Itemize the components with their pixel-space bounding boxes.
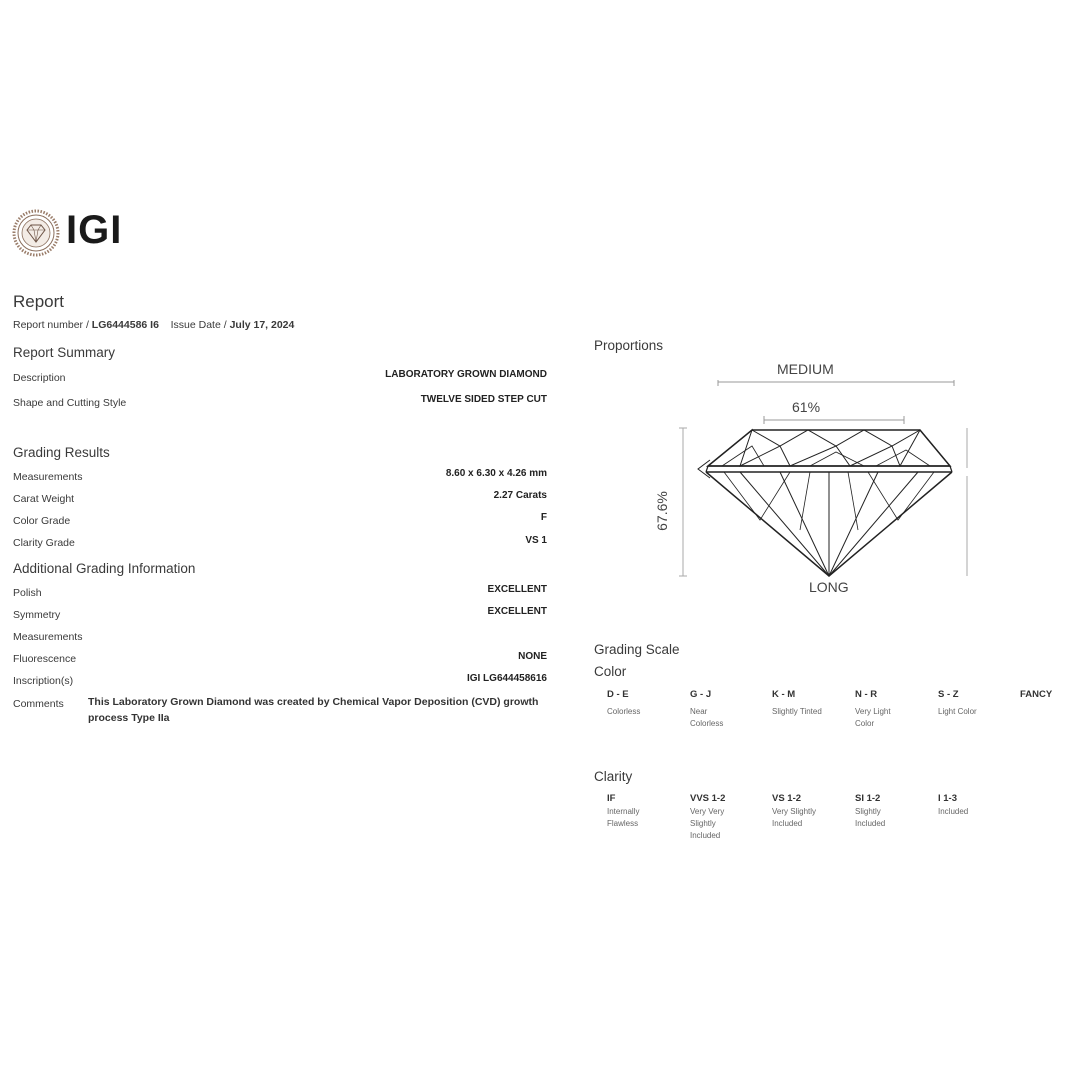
depth-label: 67.6% [653,491,670,531]
comments-label: Comments [13,698,64,710]
clarity-grade-if: IF [607,793,616,804]
report-meta [13,319,294,331]
color-grade-sz: S - Z [938,689,959,700]
clarity-grade-vvs: VVS 1-2 [690,793,726,804]
color-grade-fancy: FANCY [1020,689,1053,700]
color-desc-km: Slightly Tinted [772,707,822,716]
color-grade-km: K - M [772,689,796,700]
measurements-label: Measurements [13,471,83,483]
comments-value: This Laboratory Grown Diamond was created by Chemical Vapor Deposition (CVD) growth process Type IIa [88,696,539,724]
table-label: 61% [792,399,821,415]
clarity-desc-i: Included [938,807,969,816]
inscription-label: Inscription(s) [13,675,74,687]
polish-value: EXCELLENT [487,584,547,595]
culet-label: LONG [809,579,849,595]
clarity-desc-vvs: Very Very Slightly Included [690,807,725,840]
additional-measurements-label: Measurements [13,631,83,643]
measurements-value: 8.60 x 6.30 x 4.26 mm [445,468,547,479]
issue-date: July 17, 2024 [229,319,295,331]
fluorescence-value: NONE [518,651,547,662]
clarity-grade-vs: VS 1-2 [772,793,802,804]
clarity-grade-label: Clarity Grade [13,537,75,549]
clarity-desc-si: Slightly Included [855,807,886,828]
color-desc-sz: Light Color [938,707,977,716]
clarity-grade-value: VS 1 [525,535,547,546]
report-number: LG6444586 I6 [91,319,159,331]
color-grade-de: D - E [607,689,629,700]
description-label: Description [13,372,66,384]
clarity-grade-si: SI 1-2 [855,793,881,804]
carat-value: 2.27 Carats [493,490,547,501]
summary-title: Report Summary [13,345,116,360]
clarity-desc-vs: Very Slightly Included [772,807,817,828]
proportions-title: Proportions [594,338,664,353]
grading-scale-title: Grading Scale [594,642,680,657]
polish-label: Polish [13,587,42,599]
clarity-desc-if: Internally Flawless [607,807,640,828]
color-grade-label: Color Grade [13,515,71,527]
brand-name: IGI [66,208,123,252]
carat-label: Carat Weight [13,493,75,505]
inscription-value: IGI LG644458616 [466,673,547,684]
shape-label: Shape and Cutting Style [13,397,127,409]
symmetry-value: EXCELLENT [487,606,547,617]
color-grade-value: F [540,512,547,523]
issue-date-label: Issue Date / [170,319,230,331]
color-desc-nr: Very Light Color [855,707,891,728]
clarity-grade-i: I 1-3 [938,793,958,804]
grading-title: Grading Results [13,445,110,460]
color-desc-de: Colorless [607,707,641,716]
report-title: Report [13,292,65,311]
clarity-scale-title: Clarity [594,769,633,784]
fluorescence-label: Fluorescence [13,653,77,665]
symmetry-label: Symmetry [13,609,61,621]
girdle-label: MEDIUM [777,361,834,377]
color-desc-gj: Near Colorless [690,707,724,728]
description-value: LABORATORY GROWN DIAMOND [385,369,547,380]
color-grade-gj: G - J [690,689,712,700]
color-scale-title: Color [594,664,627,679]
shape-value: TWELVE SIDED STEP CUT [420,394,547,405]
igi-seal-logo [12,209,60,257]
color-grade-nr: N - R [855,689,878,700]
report-number-label: Report number / [13,319,92,331]
additional-title: Additional Grading Information [13,561,196,576]
